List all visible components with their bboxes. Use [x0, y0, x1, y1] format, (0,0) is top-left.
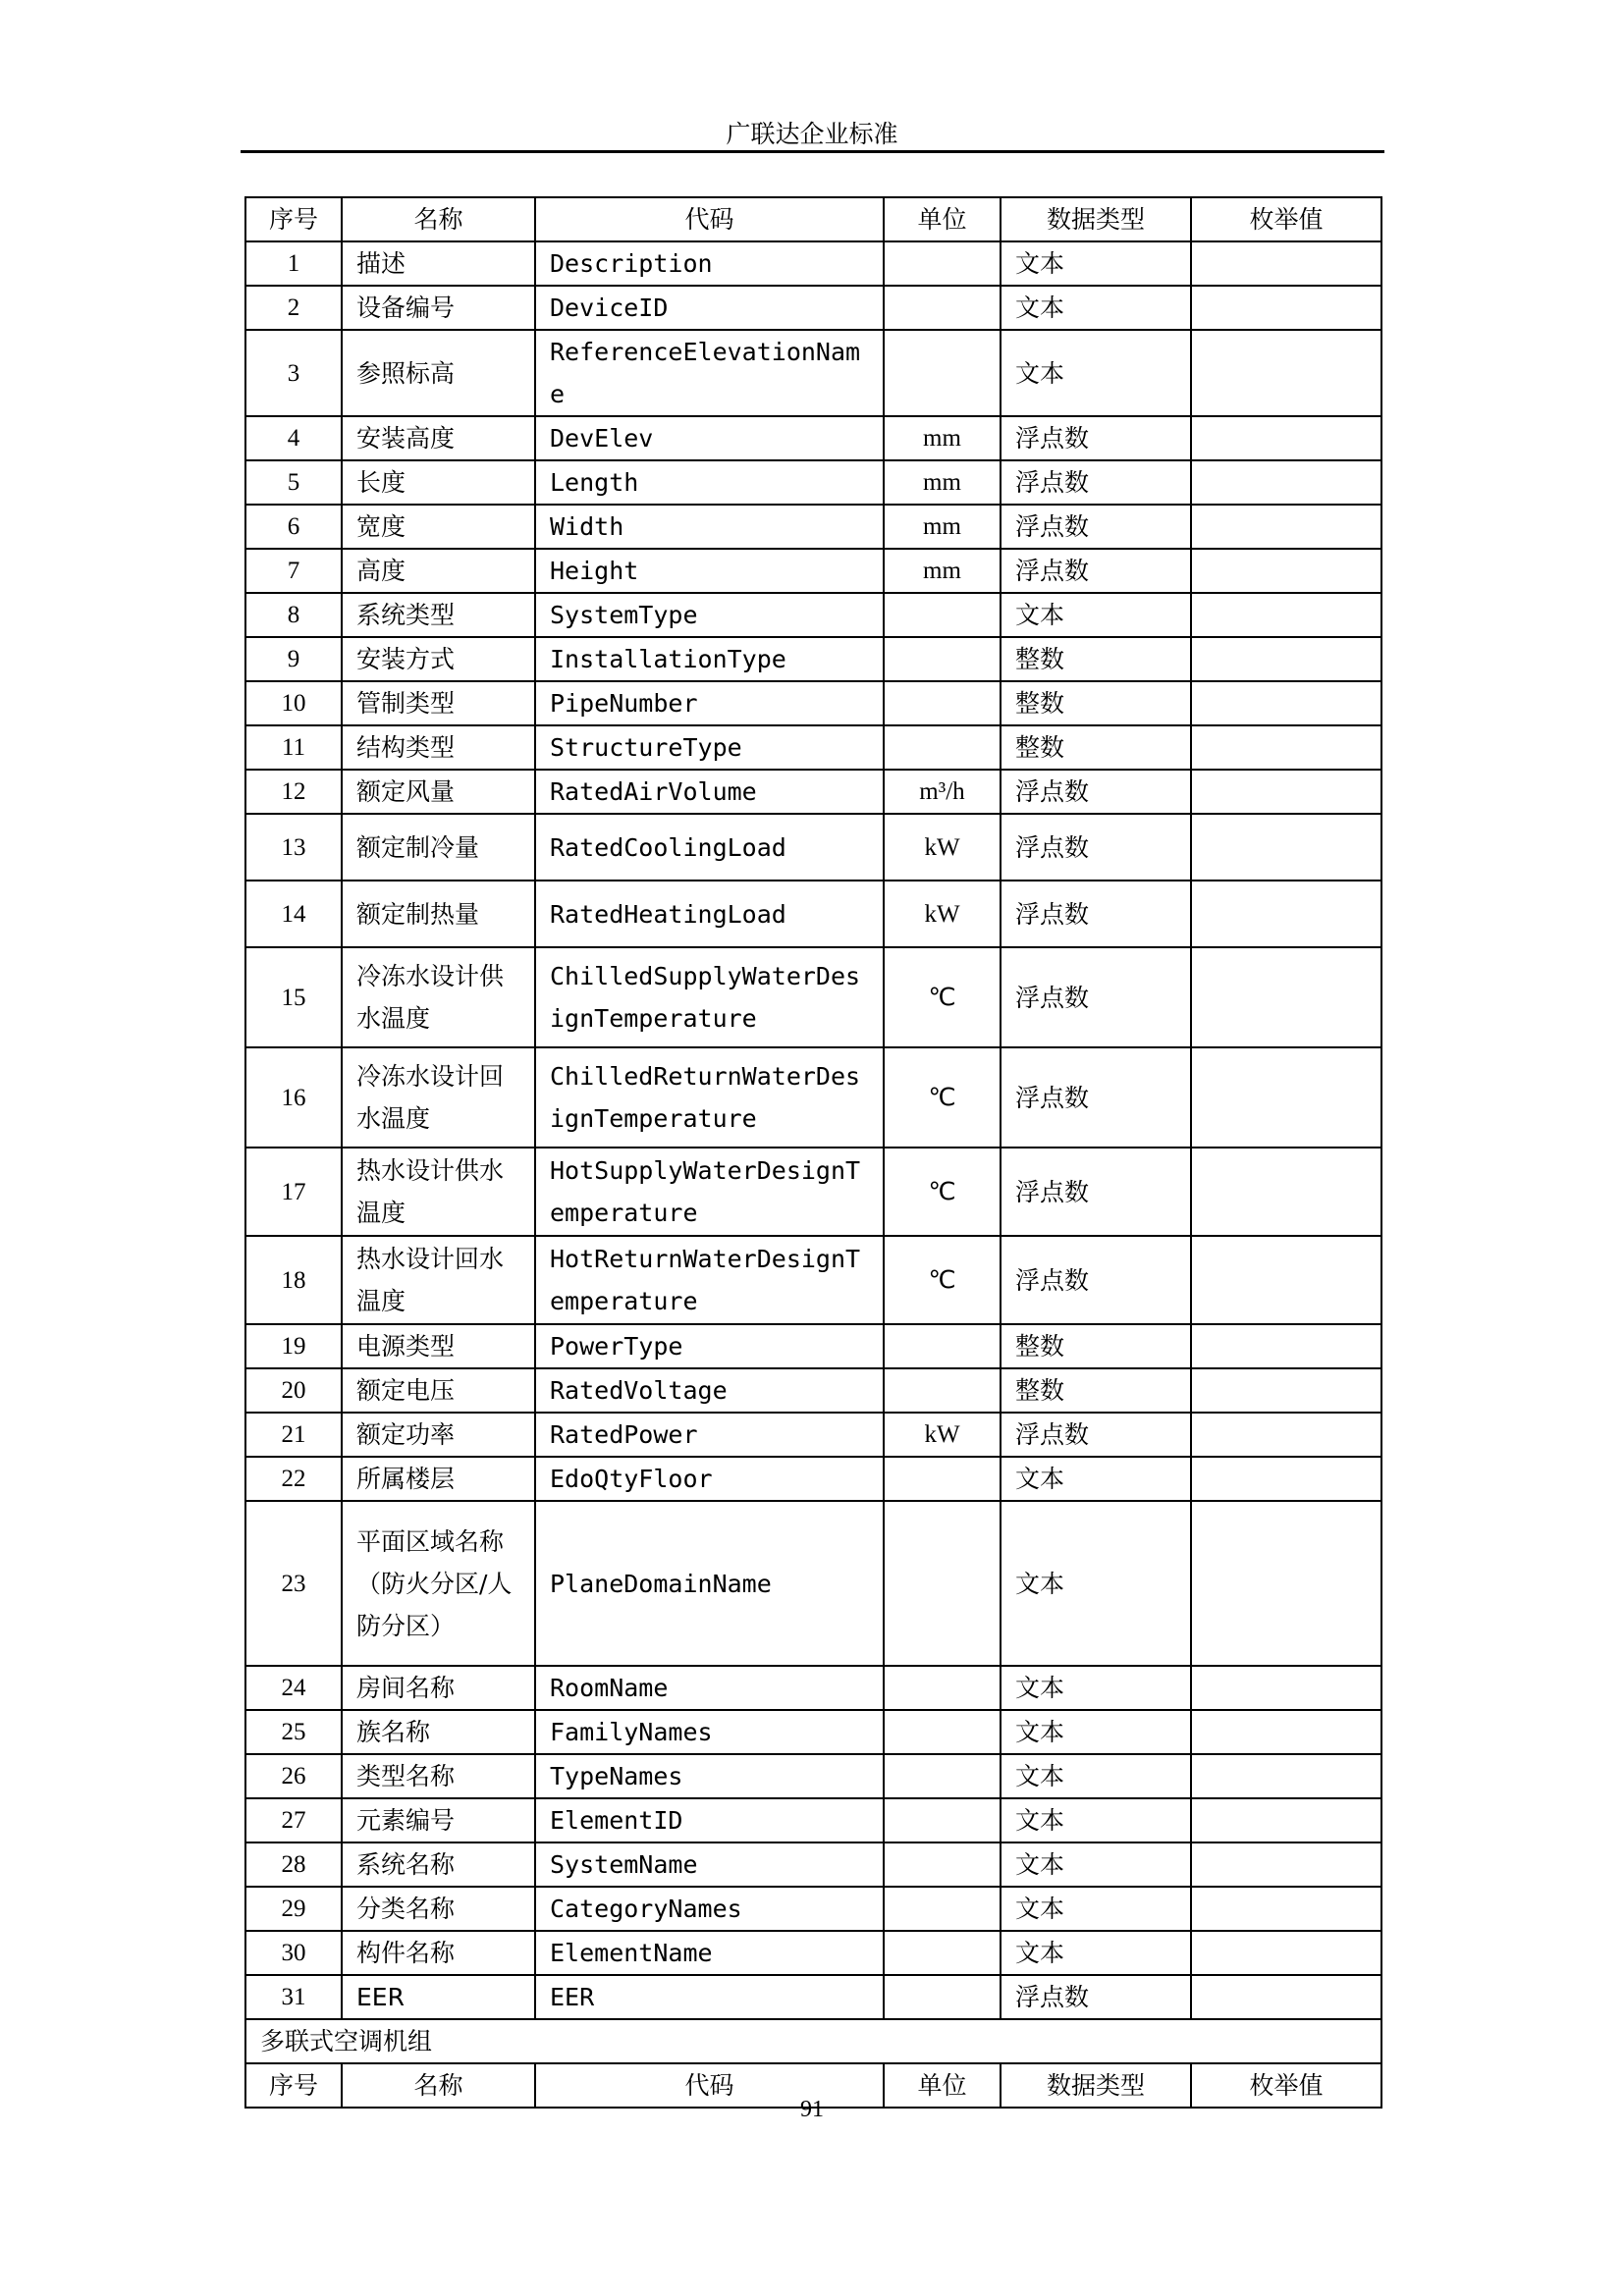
row-enum [1191, 241, 1381, 286]
row-no: 22 [245, 1457, 342, 1501]
row-enum [1191, 1324, 1381, 1368]
row-code: RatedHeatingLoad [535, 881, 884, 947]
row-name: 系统名称 [342, 1842, 535, 1887]
row-code: Length [535, 460, 884, 505]
row-enum [1191, 1842, 1381, 1887]
row-name: 分类名称 [342, 1887, 535, 1931]
row-code: ElementID [535, 1798, 884, 1842]
header-cell-code: 代码 [535, 197, 884, 241]
row-enum [1191, 1666, 1381, 1710]
row-unit [884, 1368, 1001, 1413]
row-code: EdoQtyFloor [535, 1457, 884, 1501]
table-row [245, 1368, 1381, 1413]
row-unit [884, 1666, 1001, 1710]
table-row [245, 725, 1381, 770]
row-name: 系统类型 [342, 593, 535, 637]
row-no: 11 [245, 725, 342, 770]
section-header-cell-no: 序号 [245, 2063, 342, 2108]
row-name: EER [342, 1975, 535, 2019]
row-name: 额定风量 [342, 770, 535, 814]
row-unit: ℃ [884, 1047, 1001, 1148]
row-name: 电源类型 [342, 1324, 535, 1368]
row-unit [884, 330, 1001, 416]
row-type: 文本 [1001, 1457, 1191, 1501]
row-code: PipeNumber [535, 681, 884, 725]
row-type: 文本 [1001, 1842, 1191, 1887]
row-type: 浮点数 [1001, 416, 1191, 460]
row-unit: mm [884, 505, 1001, 549]
header-cell-unit: 单位 [884, 197, 1001, 241]
row-enum [1191, 1931, 1381, 1975]
table-row [245, 1457, 1381, 1501]
row-type: 浮点数 [1001, 881, 1191, 947]
row-type: 浮点数 [1001, 460, 1191, 505]
table-header-row [245, 197, 1381, 241]
row-code: RoomName [535, 1666, 884, 1710]
row-code: RatedVoltage [535, 1368, 884, 1413]
row-name: 额定电压 [342, 1368, 535, 1413]
row-type: 浮点数 [1001, 814, 1191, 881]
row-name: 冷冻水设计供水温度 [342, 947, 535, 1047]
row-name: 额定制冷量 [342, 814, 535, 881]
row-enum [1191, 549, 1381, 593]
table-row [245, 681, 1381, 725]
row-unit [884, 593, 1001, 637]
row-no: 4 [245, 416, 342, 460]
row-type: 整数 [1001, 637, 1191, 681]
row-no: 3 [245, 330, 342, 416]
row-no: 7 [245, 549, 342, 593]
row-name: 类型名称 [342, 1754, 535, 1798]
row-code: ElementName [535, 1931, 884, 1975]
row-no: 27 [245, 1798, 342, 1842]
row-enum [1191, 1501, 1381, 1666]
row-unit [884, 1931, 1001, 1975]
row-code: HotReturnWaterDesignTemperature [535, 1236, 884, 1324]
row-unit [884, 1887, 1001, 1931]
row-no: 30 [245, 1931, 342, 1975]
row-code: DevElev [535, 416, 884, 460]
table-row [245, 637, 1381, 681]
header-cell-type: 数据类型 [1001, 197, 1191, 241]
row-enum [1191, 770, 1381, 814]
table-row [245, 505, 1381, 549]
attribute-table [244, 196, 1382, 2109]
row-unit [884, 1754, 1001, 1798]
row-unit [884, 1501, 1001, 1666]
table-row [245, 1975, 1381, 2019]
row-enum [1191, 681, 1381, 725]
row-code: ReferenceElevationName [535, 330, 884, 416]
row-type: 浮点数 [1001, 505, 1191, 549]
row-unit: ℃ [884, 947, 1001, 1047]
row-type: 浮点数 [1001, 549, 1191, 593]
row-unit [884, 1798, 1001, 1842]
row-no: 17 [245, 1148, 342, 1236]
row-type: 文本 [1001, 1887, 1191, 1931]
row-no: 18 [245, 1236, 342, 1324]
row-enum [1191, 1798, 1381, 1842]
row-unit: m³/h [884, 770, 1001, 814]
row-unit: kW [884, 814, 1001, 881]
row-no: 19 [245, 1324, 342, 1368]
table-row [245, 1501, 1381, 1666]
table-row [245, 881, 1381, 947]
row-code: StructureType [535, 725, 884, 770]
row-enum [1191, 1710, 1381, 1754]
row-no: 13 [245, 814, 342, 881]
row-type: 浮点数 [1001, 770, 1191, 814]
row-name: 热水设计回水温度 [342, 1236, 535, 1324]
row-unit [884, 286, 1001, 330]
row-code: ChilledSupplyWaterDesignTemperature [535, 947, 884, 1047]
header-cell-no: 序号 [245, 197, 342, 241]
row-name: 长度 [342, 460, 535, 505]
row-code: PowerType [535, 1324, 884, 1368]
row-name: 高度 [342, 549, 535, 593]
row-type: 浮点数 [1001, 947, 1191, 1047]
row-unit: kW [884, 881, 1001, 947]
table-row [245, 1842, 1381, 1887]
row-enum [1191, 1975, 1381, 2019]
row-name: 宽度 [342, 505, 535, 549]
row-no: 23 [245, 1501, 342, 1666]
table-row [245, 1754, 1381, 1798]
section-header-cell-code: 代码 [535, 2063, 884, 2108]
table-row [245, 1666, 1381, 1710]
section-header-cell-type: 数据类型 [1001, 2063, 1191, 2108]
row-code: HotSupplyWaterDesignTemperature [535, 1148, 884, 1236]
page-header-title: 广联达企业标准 [726, 120, 898, 148]
row-type: 浮点数 [1001, 1148, 1191, 1236]
row-code: Width [535, 505, 884, 549]
row-enum [1191, 1754, 1381, 1798]
section-header-cell-enum: 枚举值 [1191, 2063, 1381, 2108]
row-unit [884, 681, 1001, 725]
row-name: 安装高度 [342, 416, 535, 460]
row-unit: ℃ [884, 1148, 1001, 1236]
row-no: 25 [245, 1710, 342, 1754]
section-title-row [245, 2019, 1381, 2063]
row-code: PlaneDomainName [535, 1501, 884, 1666]
row-type: 整数 [1001, 1324, 1191, 1368]
row-enum [1191, 947, 1381, 1047]
row-no: 29 [245, 1887, 342, 1931]
row-code: EER [535, 1975, 884, 2019]
row-name: 额定制热量 [342, 881, 535, 947]
row-code: DeviceID [535, 286, 884, 330]
table-row [245, 1887, 1381, 1931]
table-row [245, 1710, 1381, 1754]
row-type: 文本 [1001, 1931, 1191, 1975]
table-row [245, 1798, 1381, 1842]
row-unit: ℃ [884, 1236, 1001, 1324]
row-unit [884, 1975, 1001, 2019]
row-code: TypeNames [535, 1754, 884, 1798]
row-unit: mm [884, 549, 1001, 593]
row-name: 结构类型 [342, 725, 535, 770]
row-no: 15 [245, 947, 342, 1047]
table-row [245, 460, 1381, 505]
row-type: 整数 [1001, 1368, 1191, 1413]
row-enum [1191, 505, 1381, 549]
row-type: 浮点数 [1001, 1047, 1191, 1148]
row-name: 安装方式 [342, 637, 535, 681]
row-type: 文本 [1001, 241, 1191, 286]
row-code: SystemType [535, 593, 884, 637]
row-type: 浮点数 [1001, 1975, 1191, 2019]
row-code: ChilledReturnWaterDesignTemperature [535, 1047, 884, 1148]
row-enum [1191, 1413, 1381, 1457]
row-code: RatedPower [535, 1413, 884, 1457]
header-rule [241, 150, 1384, 153]
row-no: 31 [245, 1975, 342, 2019]
table-row [245, 814, 1381, 881]
table-row [245, 1047, 1381, 1148]
row-no: 14 [245, 881, 342, 947]
row-enum [1191, 881, 1381, 947]
section-title: 多联式空调机组 [245, 2019, 1381, 2063]
row-no: 10 [245, 681, 342, 725]
row-unit [884, 637, 1001, 681]
row-type: 文本 [1001, 1666, 1191, 1710]
table-row [245, 286, 1381, 330]
table-row [245, 770, 1381, 814]
row-unit [884, 241, 1001, 286]
row-code: FamilyNames [535, 1710, 884, 1754]
row-no: 12 [245, 770, 342, 814]
row-name: 额定功率 [342, 1413, 535, 1457]
row-no: 1 [245, 241, 342, 286]
row-no: 6 [245, 505, 342, 549]
row-no: 8 [245, 593, 342, 637]
section-header-cell-unit: 单位 [884, 2063, 1001, 2108]
row-no: 2 [245, 286, 342, 330]
row-unit [884, 1324, 1001, 1368]
row-enum [1191, 593, 1381, 637]
row-no: 5 [245, 460, 342, 505]
row-name: 管制类型 [342, 681, 535, 725]
row-name: 族名称 [342, 1710, 535, 1754]
row-name: 热水设计供水温度 [342, 1148, 535, 1236]
row-name: 参照标高 [342, 330, 535, 416]
row-type: 文本 [1001, 286, 1191, 330]
row-code: RatedCoolingLoad [535, 814, 884, 881]
table-row [245, 549, 1381, 593]
row-type: 文本 [1001, 593, 1191, 637]
row-enum [1191, 637, 1381, 681]
row-enum [1191, 330, 1381, 416]
row-enum [1191, 725, 1381, 770]
table-row [245, 947, 1381, 1047]
row-name: 设备编号 [342, 286, 535, 330]
row-unit: mm [884, 460, 1001, 505]
row-type: 文本 [1001, 1501, 1191, 1666]
row-no: 28 [245, 1842, 342, 1887]
table-row [245, 1324, 1381, 1368]
table-row [245, 1236, 1381, 1324]
table-row [245, 1148, 1381, 1236]
section-header-cell-name: 名称 [342, 2063, 535, 2108]
row-type: 文本 [1001, 1798, 1191, 1842]
row-no: 9 [245, 637, 342, 681]
row-unit [884, 725, 1001, 770]
table-row [245, 1413, 1381, 1457]
header-cell-name: 名称 [342, 197, 535, 241]
row-name: 描述 [342, 241, 535, 286]
row-unit [884, 1457, 1001, 1501]
row-type: 整数 [1001, 725, 1191, 770]
row-name: 元素编号 [342, 1798, 535, 1842]
row-enum [1191, 1368, 1381, 1413]
row-no: 16 [245, 1047, 342, 1148]
table-row [245, 1931, 1381, 1975]
row-type: 浮点数 [1001, 1236, 1191, 1324]
page-number: 91 [800, 2097, 824, 2122]
row-enum [1191, 286, 1381, 330]
row-no: 26 [245, 1754, 342, 1798]
row-no: 21 [245, 1413, 342, 1457]
row-enum [1191, 1457, 1381, 1501]
row-code: InstallationType [535, 637, 884, 681]
row-code: Height [535, 549, 884, 593]
row-unit: kW [884, 1413, 1001, 1457]
row-name: 冷冻水设计回水温度 [342, 1047, 535, 1148]
row-type: 文本 [1001, 1754, 1191, 1798]
row-code: SystemName [535, 1842, 884, 1887]
row-enum [1191, 416, 1381, 460]
row-unit [884, 1710, 1001, 1754]
row-no: 20 [245, 1368, 342, 1413]
table-row [245, 330, 1381, 416]
row-code: CategoryNames [535, 1887, 884, 1931]
row-enum [1191, 1047, 1381, 1148]
row-unit [884, 1842, 1001, 1887]
row-type: 文本 [1001, 1710, 1191, 1754]
table-row [245, 593, 1381, 637]
row-enum [1191, 814, 1381, 881]
row-enum [1191, 1887, 1381, 1931]
row-code: RatedAirVolume [535, 770, 884, 814]
row-enum [1191, 1236, 1381, 1324]
row-type: 浮点数 [1001, 1413, 1191, 1457]
row-name: 所属楼层 [342, 1457, 535, 1501]
row-code: Description [535, 241, 884, 286]
row-enum [1191, 460, 1381, 505]
table-row [245, 416, 1381, 460]
row-unit: mm [884, 416, 1001, 460]
row-name: 平面区域名称（防火分区/人防分区） [342, 1501, 535, 1666]
header-cell-enum: 枚举值 [1191, 197, 1381, 241]
row-type: 文本 [1001, 330, 1191, 416]
row-name: 构件名称 [342, 1931, 535, 1975]
row-type: 整数 [1001, 681, 1191, 725]
row-no: 24 [245, 1666, 342, 1710]
row-enum [1191, 1148, 1381, 1236]
row-name: 房间名称 [342, 1666, 535, 1710]
table-row [245, 241, 1381, 286]
